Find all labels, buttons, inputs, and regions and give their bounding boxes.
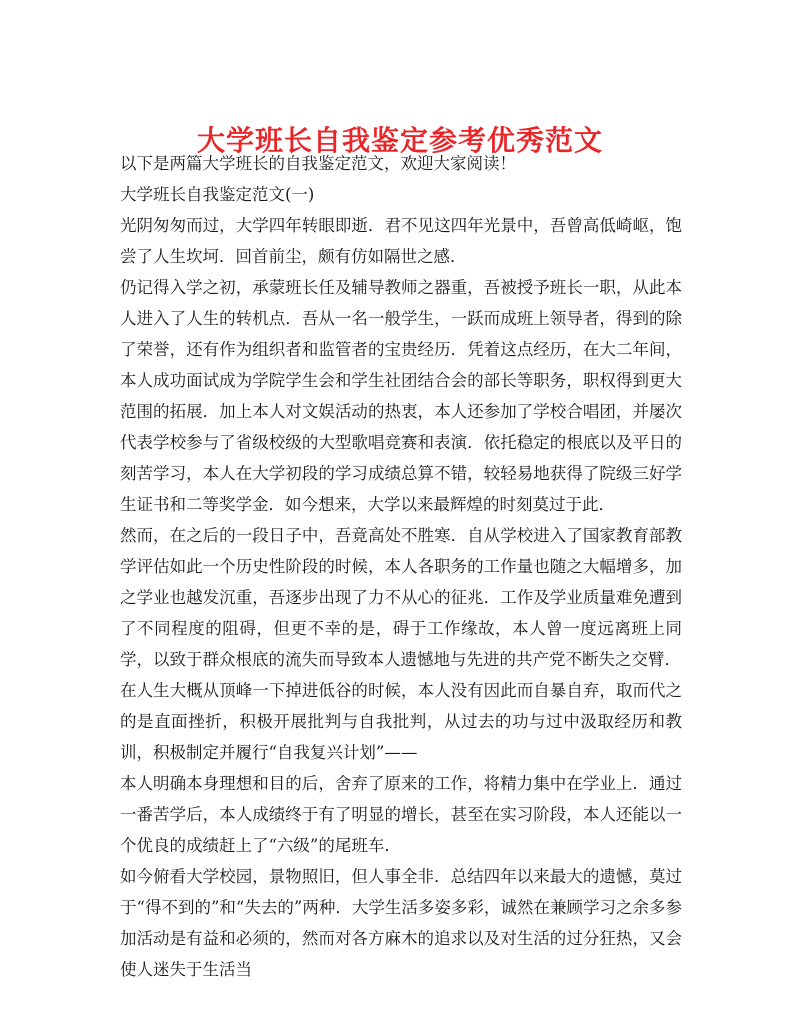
intro-paragraph: 以下是两篇大学班长的自我鉴定范文，欢迎大家阅读！ [120,154,516,173]
body-paragraph: 在人生大概从顶峰一下掉进低谷的时候，本人没有因此而自暴自弃，取而代之的是直面挫折，积极开展批判与自我批判，从过去的功与过中汲取经历和教训，积极制定并履行“自我复兴计划”—— [120,681,682,762]
body-paragraph: 本人明确本身理想和目的后，舍弃了原来的工作，将精力集中在学业上．通过一番苦学后，本人成绩终于有了明显的增长，甚至在实习阶段，本人还能以一个优良的成绩赶上了“六级”的尾班车． [120,774,682,855]
document-body [120,148,682,985]
document-title: 大学班长自我鉴定参考优秀范文 [196,123,603,157]
section-heading: 大学班长自我鉴定范文(一) [120,185,315,204]
body-paragraph: 仍记得入学之初，承蒙班长任及辅导教师之器重，吾被授予班长一职，从此本人进入了人生的转机点．吾从一名一般学生，一跃而成班上领导者，得到的除了荣誉，还有作为组织者和监管者的宝贵经历．凭着这点经历，在大二年间，本人成功面试成为学院学生会和学生社团结合会的部长等职务，职权得到更大范围的拓展．加上本人对文娱活动的热衷，本人还参加了学校合唱团，并屡次代表学校参与了省级校级的大型歌唱竞赛和表演．依托稳定的根底以及平日的刻苦学习，本人在大学初段的学习成绩总算不错，较轻易地获得了院级三好学生证书和二等奖学金．如今想来，大学以来最辉煌的时刻莫过于此． [120,278,682,514]
body-paragraph: 然而，在之后的一段日子中，吾竟高处不胜寒．自从学校进入了国家教育部教学评估如此一个历史性阶段的时候，本人各职务的工作量也随之大幅增多，加之学业也越发沉重，吾逐步出现了力不从心的征兆．工作及学业质量难免遭到了不同程度的阻碍，但更不幸的是，碍于工作缘故，本人曾一度远离班上同学，以致于群众根底的流失而导致本人遗憾地与先进的共产党不断失之交臂． [120,526,682,669]
body-paragraph: 如今俯看大学校园，景物照旧，但人事全非．总结四年以来最大的遗憾，莫过于“得不到的”和“失去的”两种．大学生活多姿多彩，诚然在兼顾学习之余多参加活动是有益和必须的，然而对各方麻木的追求以及对生活的过分狂热，又会使人迷失于生活当 [120,867,682,979]
body-paragraph: 光阴匆匆而过，大学四年转眼即逝．君不见这四年光景中，吾曾高低崎岖，饱尝了人生坎坷．回首前尘，颇有仿如隔世之感． [120,216,682,266]
